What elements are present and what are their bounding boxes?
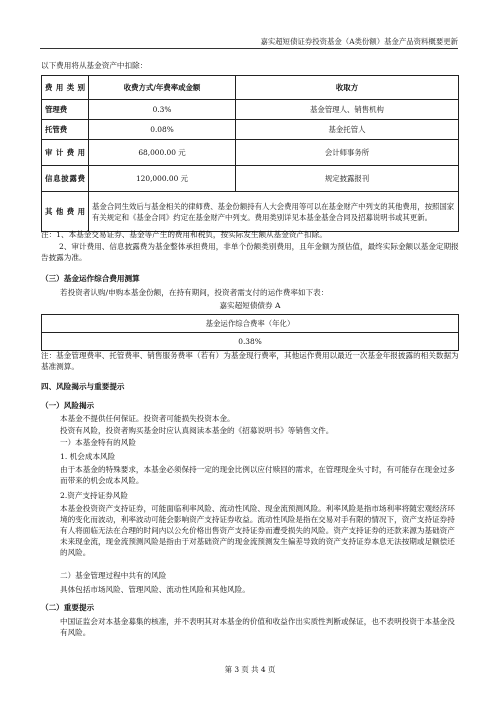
fee-name: 信息披露费 xyxy=(42,166,89,192)
notice-para: 中国证监会对本基金募集的核准，并不表明其对本基金的价值和收益作出实质性判断或保证，也不表明投资于本基金没有风险。 xyxy=(60,617,455,637)
rate-value: 0.38% xyxy=(42,333,459,351)
risk-list-3: 2.资产支持证券风险 xyxy=(60,491,128,500)
risk-para-5: 具体包括市场风险、管理风险、流动性风险和其他风险。 xyxy=(60,585,250,594)
fee-rate: 0.3% xyxy=(89,100,236,120)
fee-payee: 基金托管人 xyxy=(236,120,459,140)
risk-list-4: 二）基金管理过程中共有的风险 xyxy=(60,571,167,580)
fee-rate: 120,000.00 元 xyxy=(89,166,236,192)
header-rule xyxy=(40,48,458,49)
risk-list-2: 1. 机会成本风险 xyxy=(60,452,116,461)
fee-other-text: 基金合同生效后与基金相关的律师费、基金份额持有人大会费用等可以在基金财产中列支的其他费用，按照国家有关规定和《基金合同》约定在基金财产中列支。费用类别详见本基金基金合同及招募说明书或其更新。 xyxy=(89,192,459,232)
fund-share-name: 嘉实超短债债券 A xyxy=(219,301,281,310)
rate-table-value-row xyxy=(42,333,459,351)
risk-subheading: （一）风险揭示 xyxy=(41,401,95,410)
page-header: 嘉实超短债证券投资基金（A类份额）基金产品资料概要更新 xyxy=(260,37,458,46)
fee-row-management xyxy=(42,100,459,120)
rate-table xyxy=(41,314,459,351)
fee-rate: 68,000.00 元 xyxy=(89,140,236,166)
rate-header: 基金运作综合费率（年化） xyxy=(42,315,459,333)
fee-note-2: 2、审计费用、信息披露费为基金整体承担费用，非单个份额类别费用，且年金额为预估值，最终实际金额以基金定期报告披露为准。 xyxy=(41,242,459,262)
fee-row-audit xyxy=(42,140,459,166)
section-3-para: 若投资者认购/申购本基金份额，在持有期间，投资者需支付的运作费率如下表： xyxy=(60,288,329,297)
page-number: 第 3 页 共 4 页 xyxy=(224,665,276,674)
fee-rate: 0.08% xyxy=(89,120,236,140)
fee-name: 其他费用 xyxy=(42,192,89,232)
fee-note-1: 注：1、本基金交易证券、基金等产生的费用和税负，按实际发生额从基金资产扣除。 xyxy=(41,230,327,239)
fee-row-custody xyxy=(42,120,459,140)
fee-payee: 会计师事务所 xyxy=(236,140,459,166)
section-3-heading: （三）基金运作综合费用测算 xyxy=(41,274,140,283)
risk-para-4: 本基金投资资产支持证券，可能面临利率风险、流动性风险、现金流预测风险。利率风险是指市场利率将随宏观经济环境的变化而波动，利率波动可能会影响资产支持证券收益。流动性风险是指在交易对手有限的情况下，资产支持证券持有人将面临无法在合理的时间内以公允价格出售资产支持证券而遭受损失的风险。资产支持证券的还款来源为基础资产未来现金流，现金流预测风险是指由于对基础资产的现金流预测发生偏差导致的资产支持证券本息无法按期或足额偿还的风险。 xyxy=(60,504,455,557)
risk-para-3: 由于本基金的特殊要求，本基金必须保持一定的现金比例以应付赎回的需求，在管理现金头寸时，有可能存在现金过多而带来的机会成本风险。 xyxy=(60,465,455,485)
section-3-note: 注：基金管理费率、托管费率、销售服务费率（若有）为基金现行费率，其他运作费用以最近一次基金年报披露的相关数据为基准测算。 xyxy=(41,351,459,371)
section-4-heading: 四、风险揭示与重要提示 xyxy=(41,382,125,391)
risk-para-1: 本基金不提供任何保证。投资者可能损失投资本金。 xyxy=(60,414,235,423)
fee-col-payee: 收取方 xyxy=(236,76,459,100)
fee-table-header-row xyxy=(42,76,459,100)
fee-name: 托管费 xyxy=(42,120,89,140)
fee-col-category: 费用类别 xyxy=(42,76,89,100)
fee-col-rate: 收费方式/年费率或金额 xyxy=(89,76,236,100)
fee-payee: 基金管理人、销售机构 xyxy=(236,100,459,120)
fee-name: 审计费用 xyxy=(42,140,89,166)
fee-table xyxy=(41,75,459,232)
fee-intro: 以下费用将从基金资产中扣除： xyxy=(41,61,148,70)
fee-payee: 规定披露报刊 xyxy=(236,166,459,192)
fee-name: 管理费 xyxy=(42,100,89,120)
notice-subheading: （二）重要提示 xyxy=(41,603,95,612)
risk-list-1: 一）本基金特有的风险 xyxy=(60,438,136,447)
fee-row-other xyxy=(42,192,459,232)
rate-table-header-row xyxy=(42,315,459,333)
risk-para-2: 投资有风险，投资者购买基金时应认真阅读本基金的《招募说明书》等销售文件。 xyxy=(60,426,334,435)
fee-row-disclosure xyxy=(42,166,459,192)
